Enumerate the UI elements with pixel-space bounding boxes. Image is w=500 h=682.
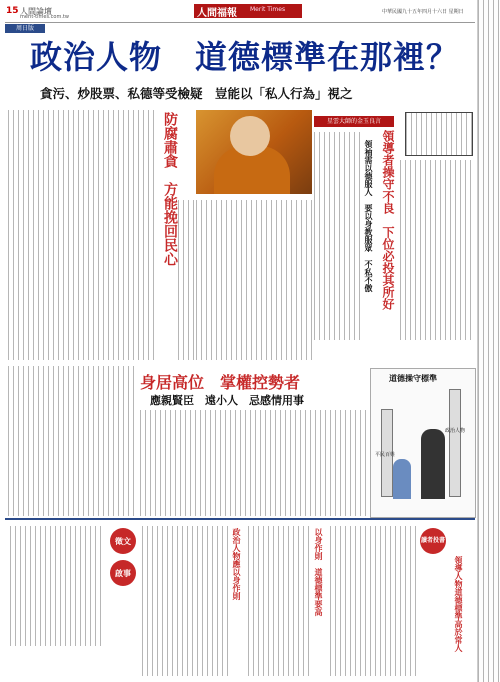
notice-text — [10, 526, 102, 646]
article-text-center — [178, 200, 196, 360]
cartoon-title: 道德操守標準 — [389, 374, 437, 383]
editorial-box — [405, 112, 473, 156]
bottom-text-2 — [248, 526, 310, 676]
cartoon-figure-2 — [421, 429, 445, 499]
anticorruption-headline: 防腐肅貪 方能挽回民心 — [162, 112, 178, 266]
article-text-left — [8, 110, 156, 360]
bottom-text-1 — [142, 526, 228, 676]
page-subtitle: 貪污、炒股票、私德等受檢疑 豈能以「私人行為」視之 — [40, 86, 353, 101]
bottom-headline-2: 以身作則 道德標準要高 — [314, 528, 324, 616]
bottom-headline-1: 政治人物應以身作則 — [232, 528, 242, 600]
cartoon-bar-high — [449, 389, 461, 497]
cartoon — [370, 368, 476, 518]
master-face — [230, 116, 270, 156]
weekly-tag: 周日版 — [5, 24, 45, 33]
leader-headline-1: 領導者操守不良 下位必投其所好 — [381, 130, 395, 310]
article-text-master — [314, 132, 360, 340]
masthead-name: 人間福報 — [197, 8, 237, 19]
page-number: 15 — [6, 6, 19, 16]
badge-reader: 讀者投書 — [420, 528, 446, 554]
masthead-english: Merit Times — [250, 6, 286, 13]
header-divider — [5, 22, 475, 23]
master-tag: 星雲大師的金玉良言 — [314, 116, 394, 127]
badge-notice: 啟事 — [110, 560, 136, 586]
section-name: 人間論壇 — [20, 7, 52, 16]
page-title: 政治人物 道德標準在那裡？ — [30, 38, 460, 76]
power-headline: 身居高位 掌權控勢者 — [140, 373, 301, 392]
bottom-text-3 — [330, 526, 418, 676]
editorial-box-text — [406, 113, 472, 155]
cartoon-figure-1 — [393, 459, 411, 499]
leader-headline-2: 領袖需以德服人 要以身教服眾 不私不傲 — [364, 140, 374, 292]
thumbnail-text — [478, 0, 500, 682]
cartoon-label-1: 平民百姓 — [375, 452, 396, 458]
badge-essay: 徵文 — [110, 528, 136, 554]
article-text-right — [400, 160, 474, 340]
cartoon-label-2: 政治人物 — [445, 428, 466, 434]
page-thumbnail-strip[interactable] — [477, 0, 500, 682]
article-text-under-photo — [196, 200, 312, 360]
power-subheadline: 應親賢臣 遠小人 忌感情用事 — [150, 394, 304, 407]
article-text-middle — [140, 410, 366, 516]
date-line: 中華民國九十五年四月十六日 星期日 — [382, 9, 464, 15]
article-text-middle-left — [8, 366, 136, 516]
site-url[interactable]: merit-times.com.tw — [20, 14, 69, 20]
bottom-headline-3: 領導人物道德標準高於常人 — [454, 556, 464, 652]
